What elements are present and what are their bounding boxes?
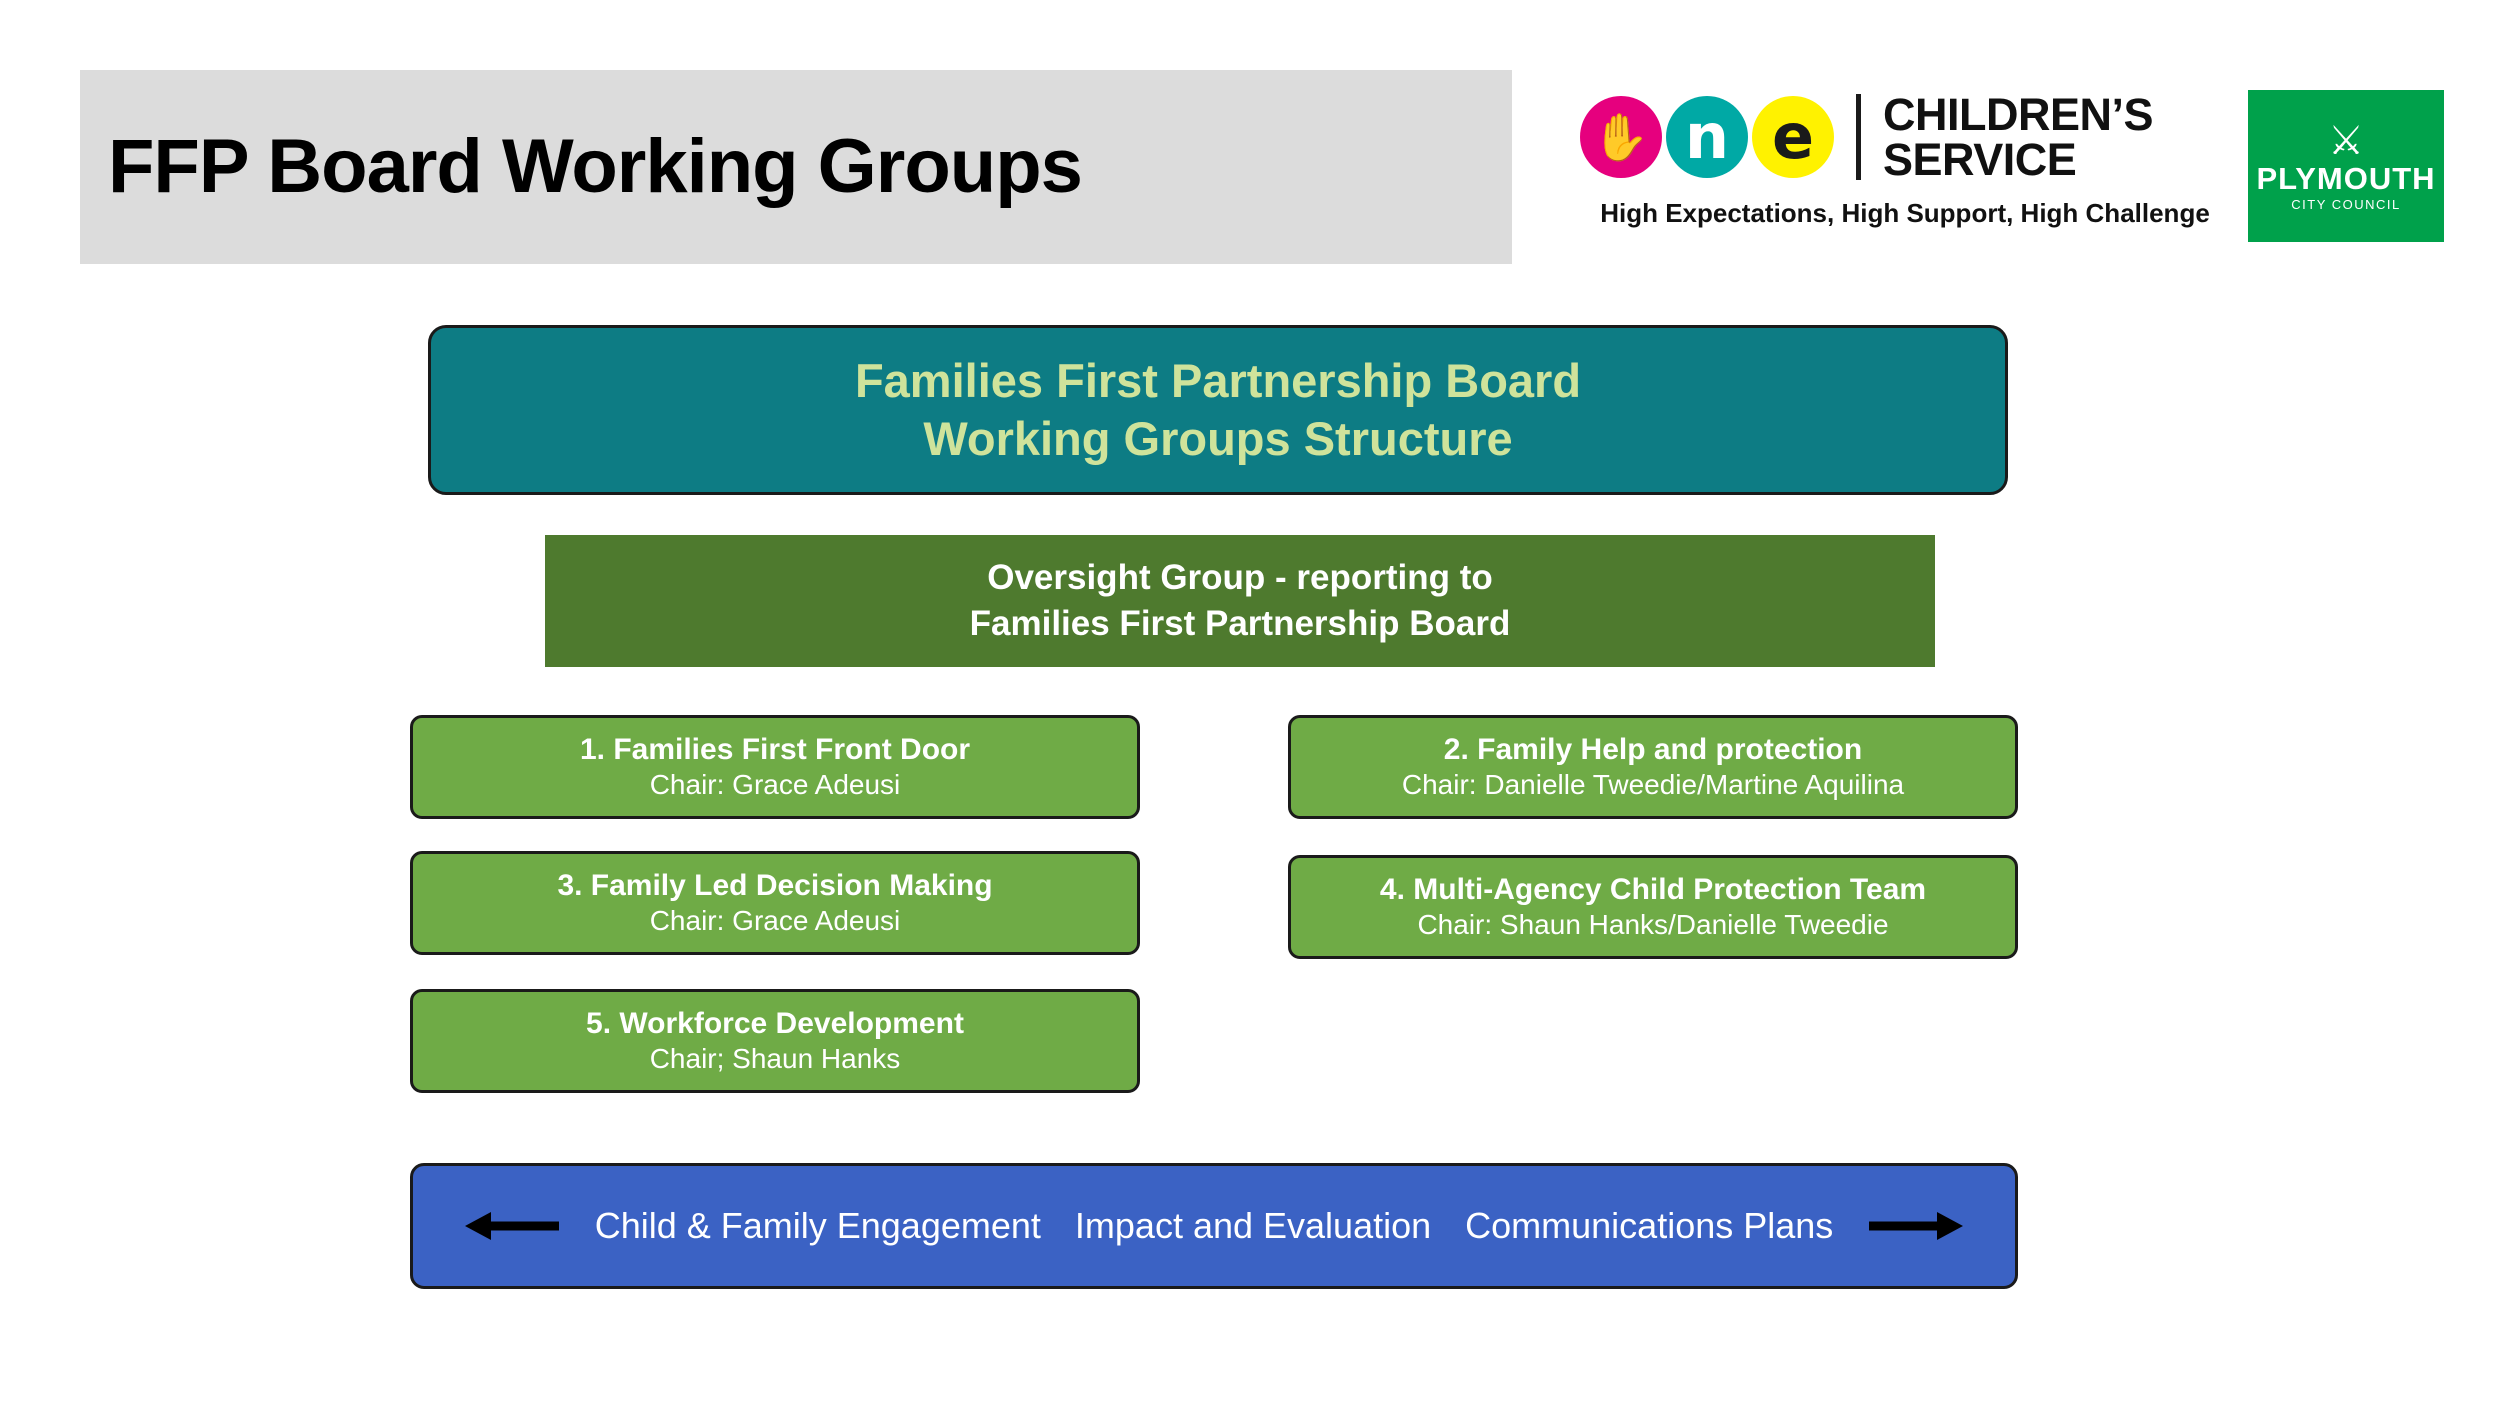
plymouth-city-council-logo xyxy=(2248,90,2444,242)
working-group-box-4 xyxy=(1288,855,2018,959)
working-group-box-3 xyxy=(410,851,1140,955)
oversight-line-2: Families First Partnership Board xyxy=(969,604,1511,643)
working-group-box-1 xyxy=(410,715,1140,819)
one-logo-letter-e: e xyxy=(1752,96,1834,178)
strapline: High Expectations, High Support, High Challenge xyxy=(1600,198,2210,228)
slide-title-bar xyxy=(80,70,1512,264)
page-title: FFP Board Working Groups xyxy=(108,124,1082,210)
working-group-title: 3. Family Led Decision Making xyxy=(557,869,993,903)
crest-icon: ⚔ xyxy=(2328,118,2364,163)
board-title-line-2: Working Groups Structure xyxy=(923,412,1513,465)
one-logo xyxy=(1580,89,2154,185)
working-group-chair: Chair; Shaun Hanks xyxy=(649,1043,901,1075)
childrens-service-wordmark xyxy=(1883,89,2154,185)
logo-divider xyxy=(1856,94,1861,180)
working-group-title: 5. Workforce Development xyxy=(586,1007,964,1041)
oversight-line-1: Oversight Group - reporting to xyxy=(987,557,1493,597)
hand-icon: ✋ xyxy=(1592,110,1650,164)
arrow-right-icon xyxy=(1867,1206,1963,1246)
branding-area xyxy=(1580,70,2440,260)
working-group-title: 4. Multi-Agency Child Protection Team xyxy=(1379,873,1927,907)
board-title-line-1: Families First Partnership Board xyxy=(854,353,1582,407)
working-group-box-5 xyxy=(410,989,1140,1093)
board-header-box xyxy=(428,325,2008,495)
one-logo-letter-n: n xyxy=(1666,96,1748,178)
council-subtitle: CITY COUNCIL xyxy=(2291,196,2401,212)
service-line-1: CHILDREN’S xyxy=(1883,89,2154,140)
banner-item-2: Impact and Evaluation xyxy=(1074,1205,1432,1246)
working-group-chair: Chair: Grace Adeusi xyxy=(649,905,901,937)
service-line-2: SERVICE xyxy=(1883,134,2077,185)
working-group-title: 2. Family Help and protection xyxy=(1443,733,1863,767)
banner-item-3: Communications Plans xyxy=(1465,1205,1834,1246)
cross-cutting-themes-banner xyxy=(410,1163,2018,1289)
working-group-chair: Chair: Shaun Hanks/Danielle Tweedie xyxy=(1417,909,1889,941)
arrow-left-icon xyxy=(465,1206,561,1246)
working-group-chair: Chair: Danielle Tweedie/Martine Aquilina xyxy=(1401,769,1905,801)
oversight-group-box xyxy=(545,535,1935,667)
banner-item-1: Child & Family Engagement xyxy=(594,1205,1041,1246)
working-group-box-2 xyxy=(1288,715,2018,819)
council-name: PLYMOUTH xyxy=(2256,160,2436,196)
working-group-title: 1. Families First Front Door xyxy=(579,733,971,767)
working-group-chair: Chair: Grace Adeusi xyxy=(649,769,901,801)
one-logo-letter-o xyxy=(1580,96,1662,178)
